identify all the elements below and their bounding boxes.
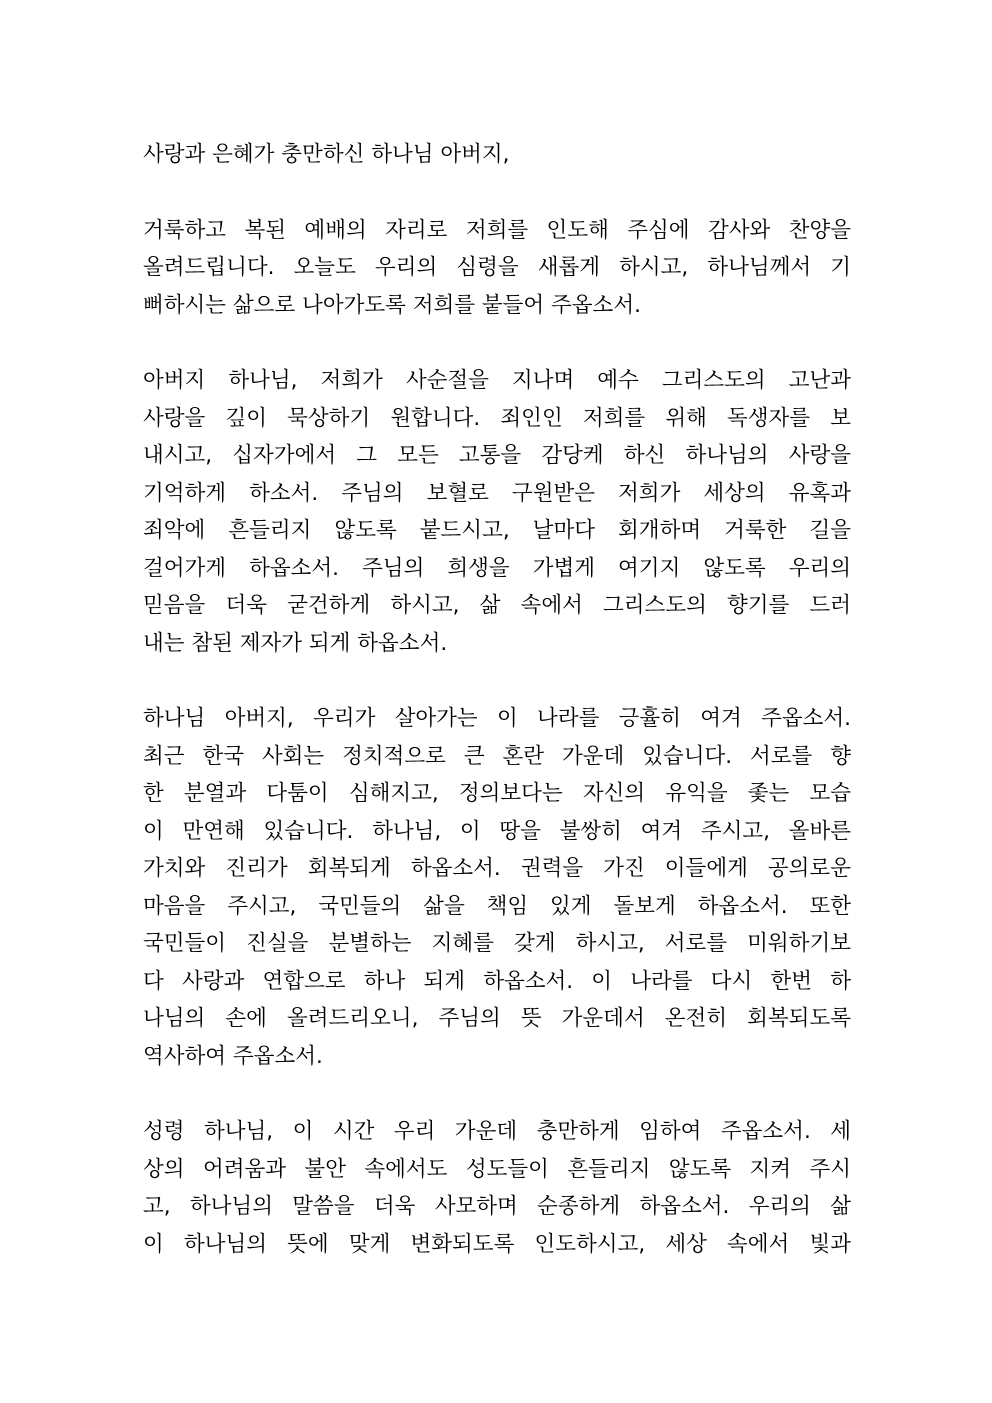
- paragraph-opening-address: [143, 136, 851, 174]
- paragraph-gap: [143, 174, 851, 212]
- text-line: 아버지 하나님, 저희가 사순절을 지나며 예수 그리스도의 고난과: [143, 368, 851, 393]
- prayer-text-body: [143, 136, 851, 1263]
- paragraph-gap: [143, 324, 851, 362]
- paragraph-gap: [143, 662, 851, 700]
- paragraph-thanksgiving: [143, 212, 851, 325]
- text-line: 상의 어려움과 불안 속에서도 성도들이 흔들리지 않도록 지켜 주시: [143, 1156, 851, 1182]
- paragraph-holy-spirit: [143, 1113, 851, 1263]
- text-line: 고, 하나님의 말씀을 더욱 사모하며 순종하게 하옵소서. 우리의 삶: [143, 1194, 851, 1219]
- text-line: 최근 한국 사회는 정치적으로 큰 혼란 가운데 있습니다. 서로를 향: [143, 743, 851, 769]
- text-line: 기억하게 하소서. 주님의 보혈로 구원받은 저희가 세상의 유혹과: [143, 480, 851, 506]
- paragraph-nation: [143, 700, 851, 1075]
- paragraph-lent-meditation: [143, 362, 851, 662]
- text-line: 국민들이 진실을 분별하는 지혜를 갖게 하시고, 서로를 미워하기보: [143, 931, 851, 956]
- text-line: 걸어가게 하옵소서. 주님의 희생을 가볍게 여기지 않도록 우리의: [143, 555, 851, 581]
- text-line: 믿음을 더욱 굳건하게 하시고, 삶 속에서 그리스도의 향기를 드러: [143, 593, 851, 618]
- text-line: 내시고, 십자가에서 그 모든 고통을 감당케 하신 하나님의 사랑을: [143, 443, 851, 468]
- text-line: 내는 참된 제자가 되게 하옵소서.: [143, 630, 448, 656]
- text-line: 이 하나님의 뜻에 맞게 변화되도록 인도하시고, 세상 속에서 빛과: [143, 1231, 851, 1257]
- text-line: 다 사랑과 연합으로 하나 되게 하옵소서. 이 나라를 다시 한번 하: [143, 968, 851, 994]
- text-line: 나님의 손에 올려드리오니, 주님의 뜻 가운데서 온전히 회복되도록: [143, 1006, 851, 1031]
- text-line: 거룩하고 복된 예배의 자리로 저희를 인도해 주심에 감사와 찬양을: [143, 217, 851, 243]
- text-line: 사랑을 깊이 묵상하기 원합니다. 죄인인 저희를 위해 독생자를 보: [143, 405, 851, 431]
- text-line: 사랑과 은혜가 충만하신 하나님 아버지,: [143, 142, 510, 167]
- text-line: 하나님 아버지, 우리가 살아가는 이 나라를 긍휼히 여겨 주옵소서.: [143, 706, 851, 731]
- text-line: 죄악에 흔들리지 않도록 붙드시고, 날마다 회개하며 거룩한 길을: [143, 518, 851, 543]
- text-line: 가치와 진리가 회복되게 하옵소서. 권력을 가진 이들에게 공의로운: [143, 856, 851, 881]
- paragraph-gap: [143, 1075, 851, 1113]
- text-line: 성령 하나님, 이 시간 우리 가운데 충만하게 임하여 주옵소서. 세: [143, 1119, 851, 1144]
- text-line: 마음을 주시고, 국민들의 삶을 책임 있게 돌보게 하옵소서. 또한: [143, 893, 851, 919]
- text-line: 이 만연해 있습니다. 하나님, 이 땅을 불쌍히 여겨 주시고, 올바른: [143, 818, 851, 844]
- text-line: 뻐하시는 삶으로 나아가도록 저희를 붙들어 주옵소서.: [143, 292, 641, 318]
- text-line: 역사하여 주옵소서.: [143, 1043, 323, 1069]
- text-line: 올려드립니다. 오늘도 우리의 심령을 새롭게 하시고, 하나님께서 기: [143, 255, 851, 280]
- text-line: 한 분열과 다툼이 심해지고, 정의보다는 자신의 유익을 좇는 모습: [143, 781, 851, 806]
